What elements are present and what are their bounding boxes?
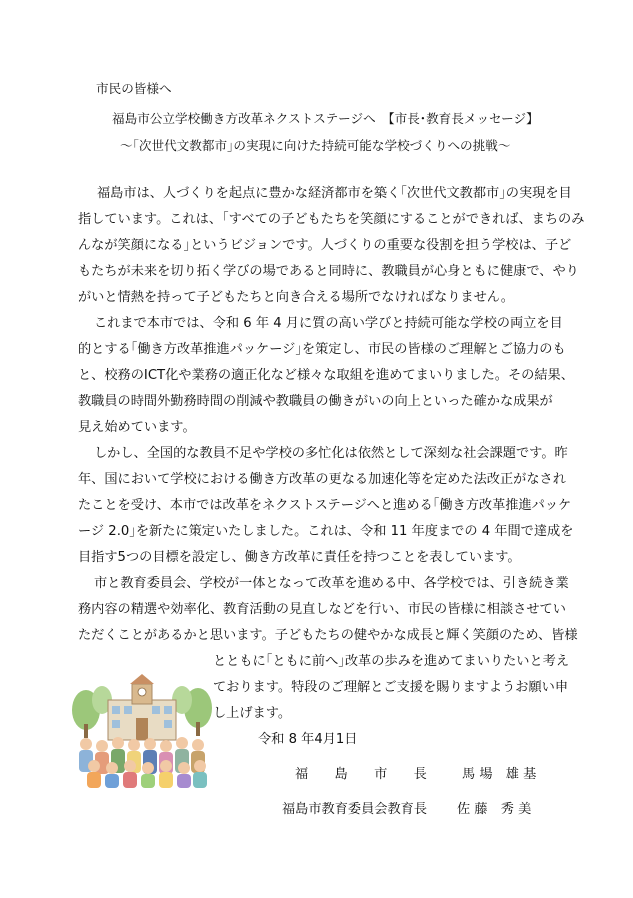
body-line: これまで本市では、令和 6 年 4 月に質の高い学びと持続可能な学校の両立を目	[94, 316, 563, 331]
title-main: 福島市公立学校働き方改革ネクストステージへ 【市長･教育長メッセージ】	[112, 111, 539, 126]
body-line: し上げます。	[213, 706, 292, 721]
addressee: 市民の皆様へ	[96, 81, 172, 96]
title-sub: ～｢次世代文教都市｣の実現に向けた持続可能な学校づくりへの挑戦～	[120, 138, 511, 153]
body-line: しかし、全国的な教員不足や学校の多忙化は依然として深刻な社会課題です。昨	[94, 446, 568, 461]
body-line: 的とする｢働き方改革推進パッケージ｣を策定し、市民の皆様のご理解とご協力のも	[78, 342, 566, 357]
body-line: とともに｢ともに前へ｣改革の歩みを進めてまいりたいと考え	[213, 654, 570, 669]
body-line: 福島市は、人づくりを起点に豊かな経済都市を築く｢次世代文教都市｣の実現を目	[97, 186, 572, 201]
signer1-name: 馬 場 雄 基	[462, 767, 537, 782]
date: 令和 8 年4月1日	[258, 732, 358, 747]
signer1-title: 福 島 市 長	[295, 767, 427, 782]
body-line: 指しています。これは、｢すべての子どもたちを笑顔にすることができれば、まちのみ	[78, 212, 585, 227]
body-line: ただくことがあるかと思います。子どもたちの健やかな成長と輝く笑顔のため、皆様	[78, 628, 578, 643]
signer2-name: 佐 藤 秀 美	[457, 802, 532, 817]
body-line: もたちが未来を切り拓く学びの場であると同時に、教職員が心身ともに健康で、やり	[78, 264, 579, 279]
body-line: ております。特段のご理解とご支援を賜りますようお願い申	[213, 680, 569, 695]
body-line: ージ 2.0｣を新たに策定いたしました。これは、令和 11 年度までの 4 年間で達成を	[78, 524, 574, 539]
body-line: 目指す5つの目標を設定し、働き方改革に責任を持つことを表しています。	[78, 550, 521, 565]
signer2-title: 福島市教育委員会教育長	[282, 802, 428, 817]
body-line: 見え始めています。	[78, 420, 196, 435]
body-line: 年、国において学校における働き方改革の更なる加速化等を定めた法改正がなされ	[78, 472, 566, 487]
school-community-illustration	[72, 670, 212, 788]
body-line: がいと情熱を持って子どもたちと向き合える場所でなければなりません。	[78, 290, 514, 305]
body-line: たことを受け、本市では改革をネクストステージへと進める｢働き方改革推進パッケ	[78, 498, 572, 513]
body-line: 務内容の精選や効率化、教育活動の見直しなどを行い、市民の皆様に相談させてい	[78, 602, 566, 617]
body-line: んなが笑顔になる｣というビジョンです。人づくりの重要な役割を担う学校は、子ど	[78, 238, 572, 253]
body-line: と、校務のICT化や業務の適正化など様々な取組を進めてまいりました。その結果、	[78, 368, 574, 383]
body-line: 市と教育委員会、学校が一体となって改革を進める中、各学校では、引き続き業	[94, 576, 569, 591]
body-line: 教職員の時間外勤務時間の削減や教職員の働きがいの向上といった確かな成果が	[78, 394, 553, 409]
